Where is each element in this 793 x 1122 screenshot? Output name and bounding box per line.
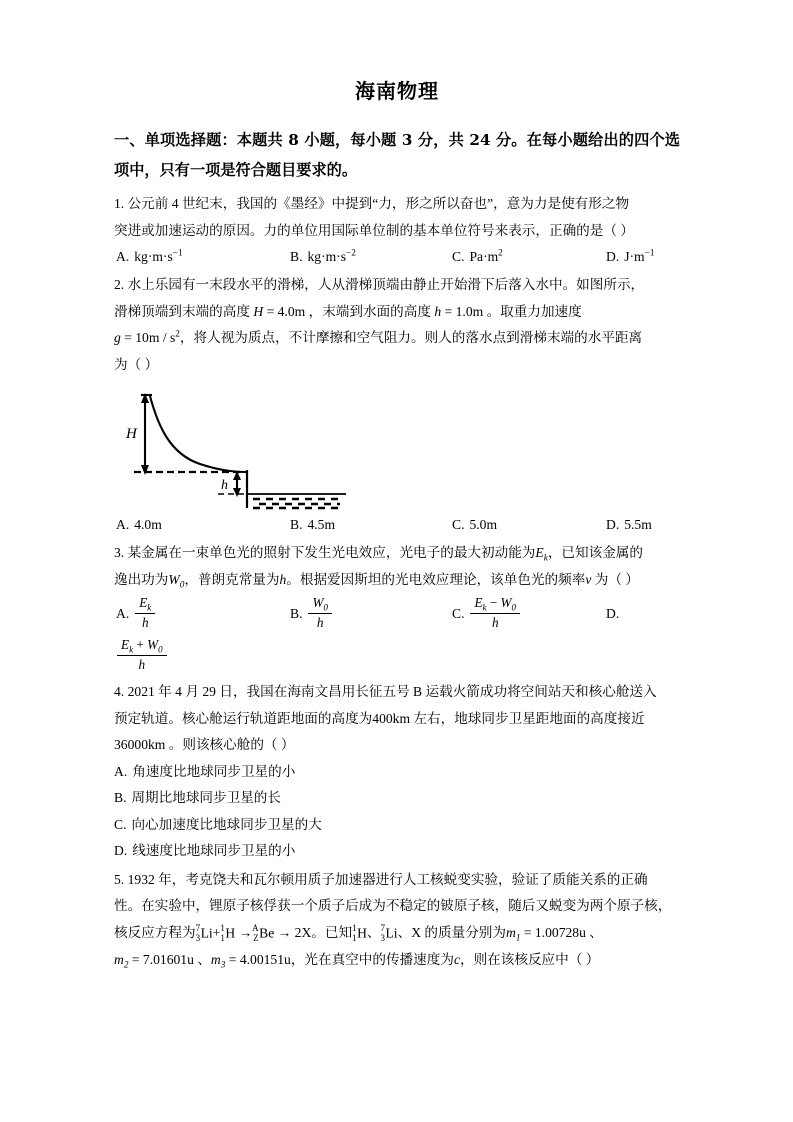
question-2-stem-line1: 2. 水上乐园有一末段水平的滑梯，人从滑梯顶端由静止开始滑下后落入水中。如图所示， bbox=[114, 277, 645, 293]
label-H: H bbox=[126, 426, 137, 443]
known-x: X bbox=[411, 924, 422, 940]
question-2-stem-line2: 滑梯顶端到末端的高度 H = 4.0m ，末端到水面的高度 h = 1.0m 。取重力加速度 bbox=[114, 303, 582, 319]
question-3-stem-line2: 逸出功为$W_0$，普朗克常量为h。根据爱因斯坦的光电效应理论，该单色光的频率ν 为（ ） bbox=[114, 571, 639, 590]
question-1-option-a[interactable]: A. $kg\cdot m\cdot s^{-1}$ bbox=[116, 247, 183, 265]
fraction-w0-h: $\frac{W_0}{h}$ bbox=[308, 595, 331, 631]
question-4-stem-line3: 36000km 。则该核心舱的（ ） bbox=[114, 737, 295, 753]
mass-m3: $m_3$ bbox=[210, 951, 226, 970]
nuclide-lithium-7: 7 3 Li bbox=[195, 923, 213, 943]
question-3-option-c[interactable]: C. $\frac{E_k - W_0}{h}$ bbox=[452, 593, 521, 635]
var-Ek: $E_k$ bbox=[535, 545, 548, 563]
question-2-stem-line4: 为（ ） bbox=[114, 356, 159, 372]
fraction-ek-plus-w0-h: $\frac{E_k + W_0}{h}$ bbox=[117, 637, 167, 673]
question-2-option-b[interactable]: B. 4.5m bbox=[290, 517, 336, 533]
question-2-option-d[interactable]: D. 5.5m bbox=[606, 517, 652, 533]
question-3-options bbox=[114, 593, 680, 635]
question-2-option-a[interactable]: A. 4.0m bbox=[116, 517, 162, 533]
question-1-option-d[interactable]: D. $J\cdot m^{-1}$ bbox=[606, 247, 655, 265]
question-1-option-b[interactable]: B. $kg\cdot m\cdot s^{-2}$ bbox=[290, 247, 356, 265]
nuclide-beryllium: A Z Be bbox=[252, 923, 275, 943]
question-5-stem-line2: 性。在实验中，锂原子核俘获一个质子后成为不稳定的铍原子核，随后又蜕变为两个原子核， bbox=[114, 898, 672, 914]
question-3 bbox=[114, 540, 680, 677]
var-h: h bbox=[434, 303, 442, 319]
var-H: H bbox=[253, 303, 264, 319]
water-slide-diagram bbox=[114, 382, 374, 510]
question-1-option-c[interactable]: C. $Pa\cdot m^2$ bbox=[452, 247, 503, 265]
question-4-stem-line1: 4. 2021 年 4 月 29 日，我国在海南文昌用长征五号 B 运载火箭成功将空间站天和核心舱送入 bbox=[114, 684, 657, 700]
question-4-stem-line2: 预定轨道。核心舱运行轨道距地面的高度为400km 左右，地球同步卫星距地面的高度接近 bbox=[114, 710, 645, 726]
h-small-arrow-head-bottom bbox=[233, 488, 241, 497]
question-2-options bbox=[114, 512, 680, 538]
question-1 bbox=[114, 191, 680, 270]
known-nuclide-lithium: 7 3 Li bbox=[380, 923, 398, 943]
var-g: g bbox=[114, 330, 121, 346]
question-4-option-c[interactable]: C. 向心加速度比地球同步卫星的大 bbox=[114, 816, 322, 832]
page-title: 海南物理 bbox=[355, 79, 439, 103]
question-2-stem-line3: $g = 10m / s^2$，将人视为质点，不计摩擦和空气阻力。则人的落水点到滑梯末端的水平距离 bbox=[114, 328, 643, 346]
mass-m2: $m_2$ bbox=[114, 951, 129, 970]
question-4-option-b[interactable]: B. 周期比地球同步卫星的长 bbox=[114, 790, 281, 806]
question-3-stem-line1: 3. 某金属在一束单色光的照射下发生光电效应，光电子的最大初动能为$E_k$，已知该金属的 bbox=[114, 545, 643, 563]
var-nu: ν bbox=[585, 571, 592, 587]
question-4-option-d[interactable]: D. 线速度比地球同步卫星的小 bbox=[114, 843, 296, 859]
water-slide-figure bbox=[114, 382, 680, 510]
question-5-stem-line1: 5. 1932 年，考克饶夫和瓦尔顿用质子加速器进行人工核蜕变实验，验证了质能关系的正确 bbox=[114, 871, 648, 887]
fraction-ek-h: $\frac{E_k}{h}$ bbox=[135, 595, 155, 631]
arrow-1: → bbox=[238, 924, 253, 940]
fraction-ek-minus-w0-h: $\frac{E_k - W_0}{h}$ bbox=[470, 595, 520, 631]
question-3-option-d-fraction[interactable] bbox=[116, 635, 168, 677]
question-4-options bbox=[114, 759, 680, 865]
known-nuclide-hydrogen: 1 1 H bbox=[352, 923, 367, 943]
question-1-options bbox=[114, 244, 680, 270]
question-3-option-a[interactable]: A. $\frac{E_k}{h}$ bbox=[116, 593, 156, 635]
question-2 bbox=[114, 272, 680, 538]
mass-m1: $m_1$ bbox=[505, 924, 521, 943]
value-36000km: 36000km bbox=[114, 737, 166, 753]
var-h-planck: h bbox=[279, 571, 287, 587]
question-1-stem-line2: 突进或加速运动的原因。力的单位用国际单位制的基本单位符号来表示，正确的是（ ） bbox=[114, 222, 634, 238]
question-3-option-d-label[interactable]: D. bbox=[606, 606, 620, 622]
h-big-arrow-head-bottom bbox=[141, 465, 149, 475]
value-400km: 400km bbox=[372, 710, 411, 726]
slide-curve bbox=[150, 396, 246, 472]
question-4 bbox=[114, 679, 680, 865]
question-5 bbox=[114, 867, 680, 974]
arrow-2: → bbox=[277, 924, 292, 940]
question-2-option-c[interactable]: C. 5.0m bbox=[452, 517, 498, 533]
nuclide-hydrogen-1: 1 1 H bbox=[220, 923, 236, 943]
question-3-option-b[interactable]: B. $\frac{W_0}{h}$ bbox=[290, 593, 333, 635]
water-hatching bbox=[253, 499, 342, 508]
question-5-stem-line3: 核反应方程为 7 3 Li+ 1 1 H → A Z Be → 2X。已知 1 1 H、 7 3 Li、X 的质量分别为$m_1 = 1.00728u$ 、 bbox=[114, 920, 680, 947]
question-4-option-a[interactable]: A. 角速度比地球同步卫星的小 bbox=[114, 763, 296, 779]
page-content bbox=[114, 78, 680, 975]
question-3-option-d-wrapped bbox=[114, 635, 680, 677]
question-5-stem-line4: $m_2 = 7.01601u$ 、$m_3 = 4.00151u$，光在真空中的传播速度为c，则在该核反应中（ ） bbox=[114, 951, 600, 970]
label-h: h bbox=[221, 478, 228, 494]
var-W0: $W_0$ bbox=[168, 571, 185, 590]
question-1-stem-line1: 1. 公元前 4 世纪末，我国的《墨经》中提到“力，形之所以奋也”，意为力是使有形之物 bbox=[114, 196, 630, 212]
var-c: c bbox=[453, 951, 460, 967]
product-2x: 2X bbox=[294, 924, 312, 940]
section-heading: 一、单项选择题：本题共 8 小题，每小题 3 分，共 24 分。在每小题给出的四个选项中，只有一项是符合题目要求的。 bbox=[114, 131, 680, 179]
